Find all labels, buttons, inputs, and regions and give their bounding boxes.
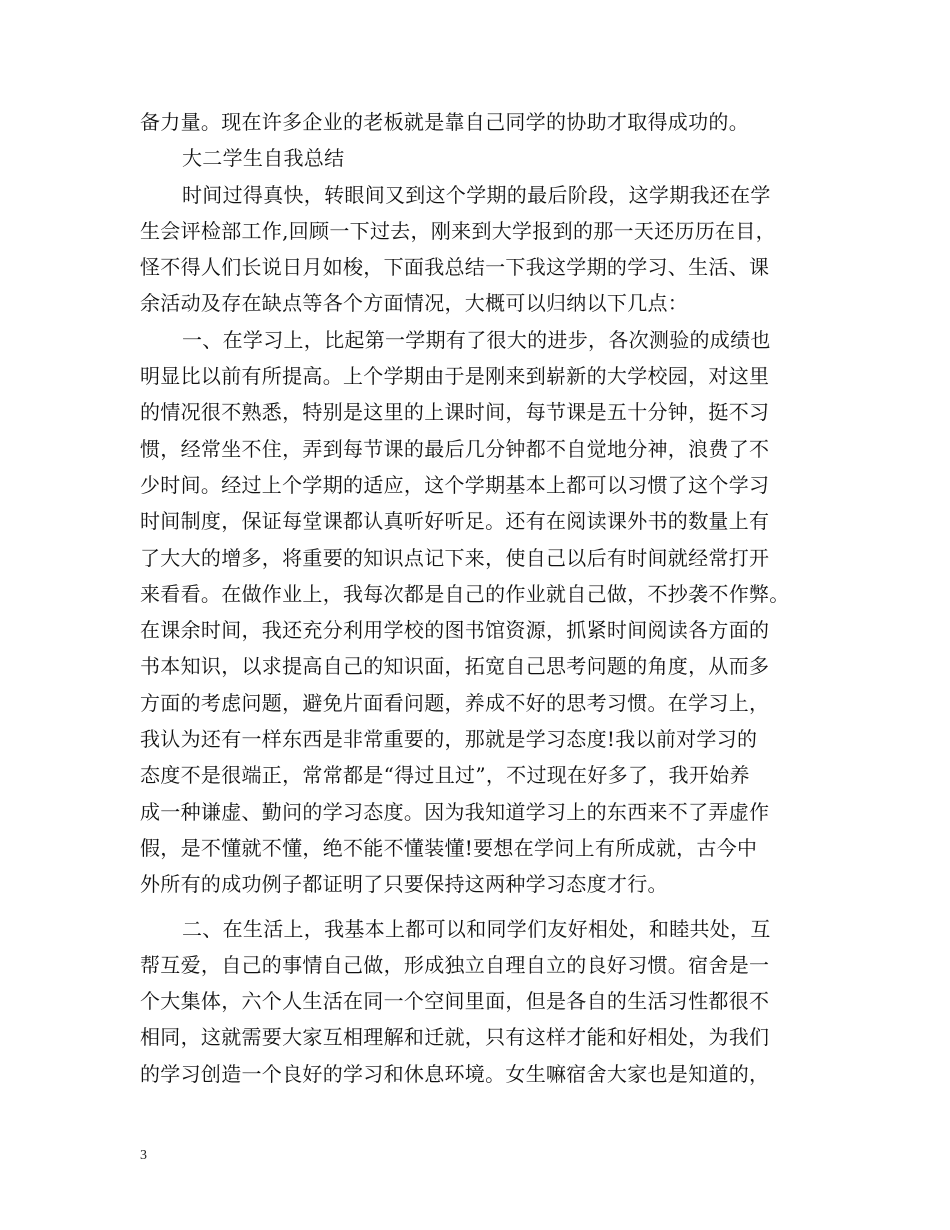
text-line: 惯，经常坐不住，弄到每节课的最后几分钟都不自觉地分神，浪费了不 — [140, 436, 770, 461]
text-line: 我认为还有一样东西是非常重要的，那就是学习态度!我以前对学习的 — [140, 727, 758, 752]
text-line: 方面的考虑问题，避免片面看问题，养成不好的思考习惯。在学习上， — [140, 690, 770, 715]
text-line: 余活动及存在缺点等各个方面情况，大概可以归纳以下几点： — [140, 291, 689, 316]
text-line: 时间制度，保证每堂课都认真听好听足。还有在阅读课外书的数量上有 — [140, 509, 770, 534]
text-line: 少时间。经过上个学期的适应，这个学期基本上都可以习惯了这个学习 — [140, 472, 770, 497]
text-line: 的情况很不熟悉，特别是这里的上课时间，每节课是五十分钟，挺不习 — [140, 400, 770, 425]
text-line: 来看看。在做作业上，我每次都是自己的作业就自己做，不抄袭不作弊。 — [140, 581, 790, 606]
text-line: 备力量。现在许多企业的老板就是靠自己同学的协助才取得成功的。 — [140, 110, 749, 134]
text-line: 成一种谦虚、勤问的学习态度。因为我知道学习上的东西来不了弄虚作 — [140, 799, 770, 824]
paragraph-start: 一、在学习上，比起第一学期有了很大的进步，各次测验的成绩也 — [182, 327, 771, 352]
text-line: 怪不得人们长说日月如梭，下面我总结一下我这学期的学习、生活、课 — [140, 255, 770, 280]
page-number: 3 — [140, 1148, 147, 1163]
paragraph-start: 二、在生活上，我基本上都可以和同学们友好相处，和睦共处，互 — [182, 916, 771, 941]
text-line: 明显比以前有所提高。上个学期由于是刚来到崭新的大学校园，对这里 — [140, 364, 770, 389]
text-line: 书本知识，以求提高自己的知识面，拓宽自己思考问题的角度，从而多 — [140, 654, 770, 679]
text-line: 外所有的成功例子都证明了只要保持这两种学习态度才行。 — [140, 872, 668, 897]
text-line: 在课余时间，我还充分利用学校的图书馆资源，抓紧时间阅读各方面的 — [140, 618, 770, 643]
text-line: 个大集体，六个人生活在同一个空间里面，但是各自的生活习性都很不 — [140, 989, 770, 1014]
text-line: 相同，这就需要大家互相理解和迁就，只有这样才能和好相处，为我们 — [140, 1025, 770, 1050]
text-line: 帮互爱，自己的事情自己做，形成独立自理自立的良好习惯。宿舍是一 — [140, 952, 770, 977]
text-line: 的学习创造一个良好的学习和休息环境。女生嘛宿舍大家也是知道的， — [140, 1061, 770, 1086]
text-line: 生会评检部工作,回顾一下过去，刚来到大学报到的那一天还历历在目， — [140, 218, 776, 243]
body-text — [140, 104, 820, 1092]
paragraph-start: 时间过得真快，转眼间又到这个学期的最后阶段，这学期我还在学 — [182, 182, 771, 207]
text-line: 假，是不懂就不懂，绝不能不懂装懂!要想在学问上有所成就，古今中 — [140, 835, 758, 860]
section-heading: 大二学生自我总结 — [182, 146, 345, 171]
text-line: 态度不是很端正，常常都是“得过且过”，不过现在好多了，我开始养 — [140, 763, 750, 788]
text-line: 了大大的增多，将重要的知识点记下来，使自己以后有时间就经常打开 — [140, 545, 770, 570]
